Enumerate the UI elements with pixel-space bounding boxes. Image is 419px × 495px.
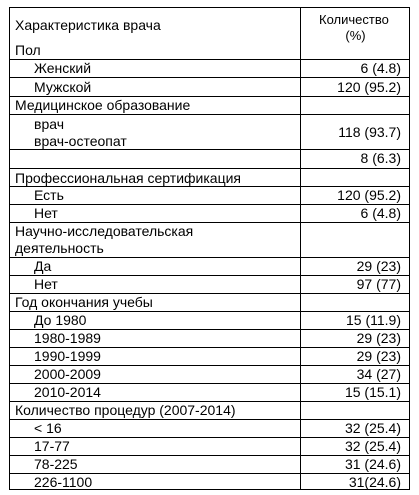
row-value-17-77: 32 (25.4) bbox=[344, 438, 401, 454]
row-label-1980-1989: 1980-1989 bbox=[34, 330, 101, 346]
row-value-osteopath: 8 (6.3) bbox=[360, 150, 401, 166]
row-label-226-1100: 226-1100 bbox=[34, 474, 93, 490]
row-divider bbox=[10, 275, 409, 276]
row-label-osteopath: врач-остеопат bbox=[34, 133, 127, 149]
row-divider bbox=[10, 149, 409, 150]
header-quantity: Количество bbox=[319, 12, 389, 27]
row-value-under-16: 32 (25.4) bbox=[344, 420, 401, 436]
row-value-cert-yes: 120 (95.2) bbox=[337, 187, 401, 203]
row-label-1990-1999: 1990-1999 bbox=[34, 348, 101, 364]
row-value-78-225: 31 (24.6) bbox=[344, 456, 401, 472]
header-characteristic: Характеристика врача bbox=[15, 17, 161, 33]
row-label-research-no: Нет bbox=[34, 276, 58, 292]
row-label-78-225: 78-225 bbox=[34, 456, 78, 472]
row-value-2010-2014: 15 (15.1) bbox=[344, 384, 401, 400]
row-label-cert-yes: Есть bbox=[34, 187, 64, 203]
section-title-gender: Пол bbox=[15, 42, 41, 58]
section-title-education: Медицинское образование bbox=[15, 97, 191, 113]
row-value-male: 120 (95.2) bbox=[337, 79, 401, 95]
row-divider bbox=[10, 257, 409, 258]
row-label-female: Женский bbox=[34, 60, 92, 76]
physician-characteristics-table bbox=[9, 7, 410, 490]
row-label-2000-2009: 2000-2009 bbox=[34, 366, 101, 382]
row-value-226-1100: 31(24.6) bbox=[348, 474, 401, 490]
row-divider bbox=[10, 168, 409, 169]
section-title-research: Научно-исследовательская bbox=[15, 223, 194, 239]
section-title-certification: Профессиональная сертификация bbox=[15, 170, 241, 186]
row-label-cert-no: Нет bbox=[34, 205, 58, 221]
row-value-cert-no: 6 (4.8) bbox=[360, 205, 401, 221]
row-value-doctor: 118 (93.7) bbox=[338, 124, 401, 140]
row-label-2010-2014: 2010-2014 bbox=[34, 384, 101, 400]
column-divider bbox=[300, 8, 301, 489]
row-divider bbox=[10, 77, 409, 78]
row-label-under-16: < 16 bbox=[34, 420, 62, 436]
row-label-doctor: врач bbox=[34, 116, 64, 132]
row-value-1990-1999: 29 (23) bbox=[356, 348, 401, 364]
row-divider bbox=[10, 204, 409, 205]
row-label-male: Мужской bbox=[34, 79, 92, 95]
header-unit: (%) bbox=[345, 28, 366, 43]
row-label-before-1980: До 1980 bbox=[34, 312, 87, 328]
row-value-before-1980: 15 (11.9) bbox=[346, 312, 401, 328]
row-value-1980-1989: 29 (23) bbox=[356, 330, 401, 346]
row-label-research-yes: Да bbox=[34, 258, 52, 274]
row-divider bbox=[10, 114, 409, 115]
section-title-research-cont: деятельность bbox=[15, 240, 104, 256]
section-title-graduation-year: Год окончания учебы bbox=[15, 294, 153, 310]
row-value-research-yes: 29 (23) bbox=[356, 258, 401, 274]
row-value-2000-2009: 34 (27) bbox=[356, 366, 401, 382]
row-label-17-77: 17-77 bbox=[34, 438, 70, 454]
section-title-procedures: Количество процедур (2007-2014) bbox=[15, 402, 236, 418]
row-value-research-no: 97 (77) bbox=[356, 276, 401, 292]
row-value-female: 6 (4.8) bbox=[360, 60, 401, 76]
